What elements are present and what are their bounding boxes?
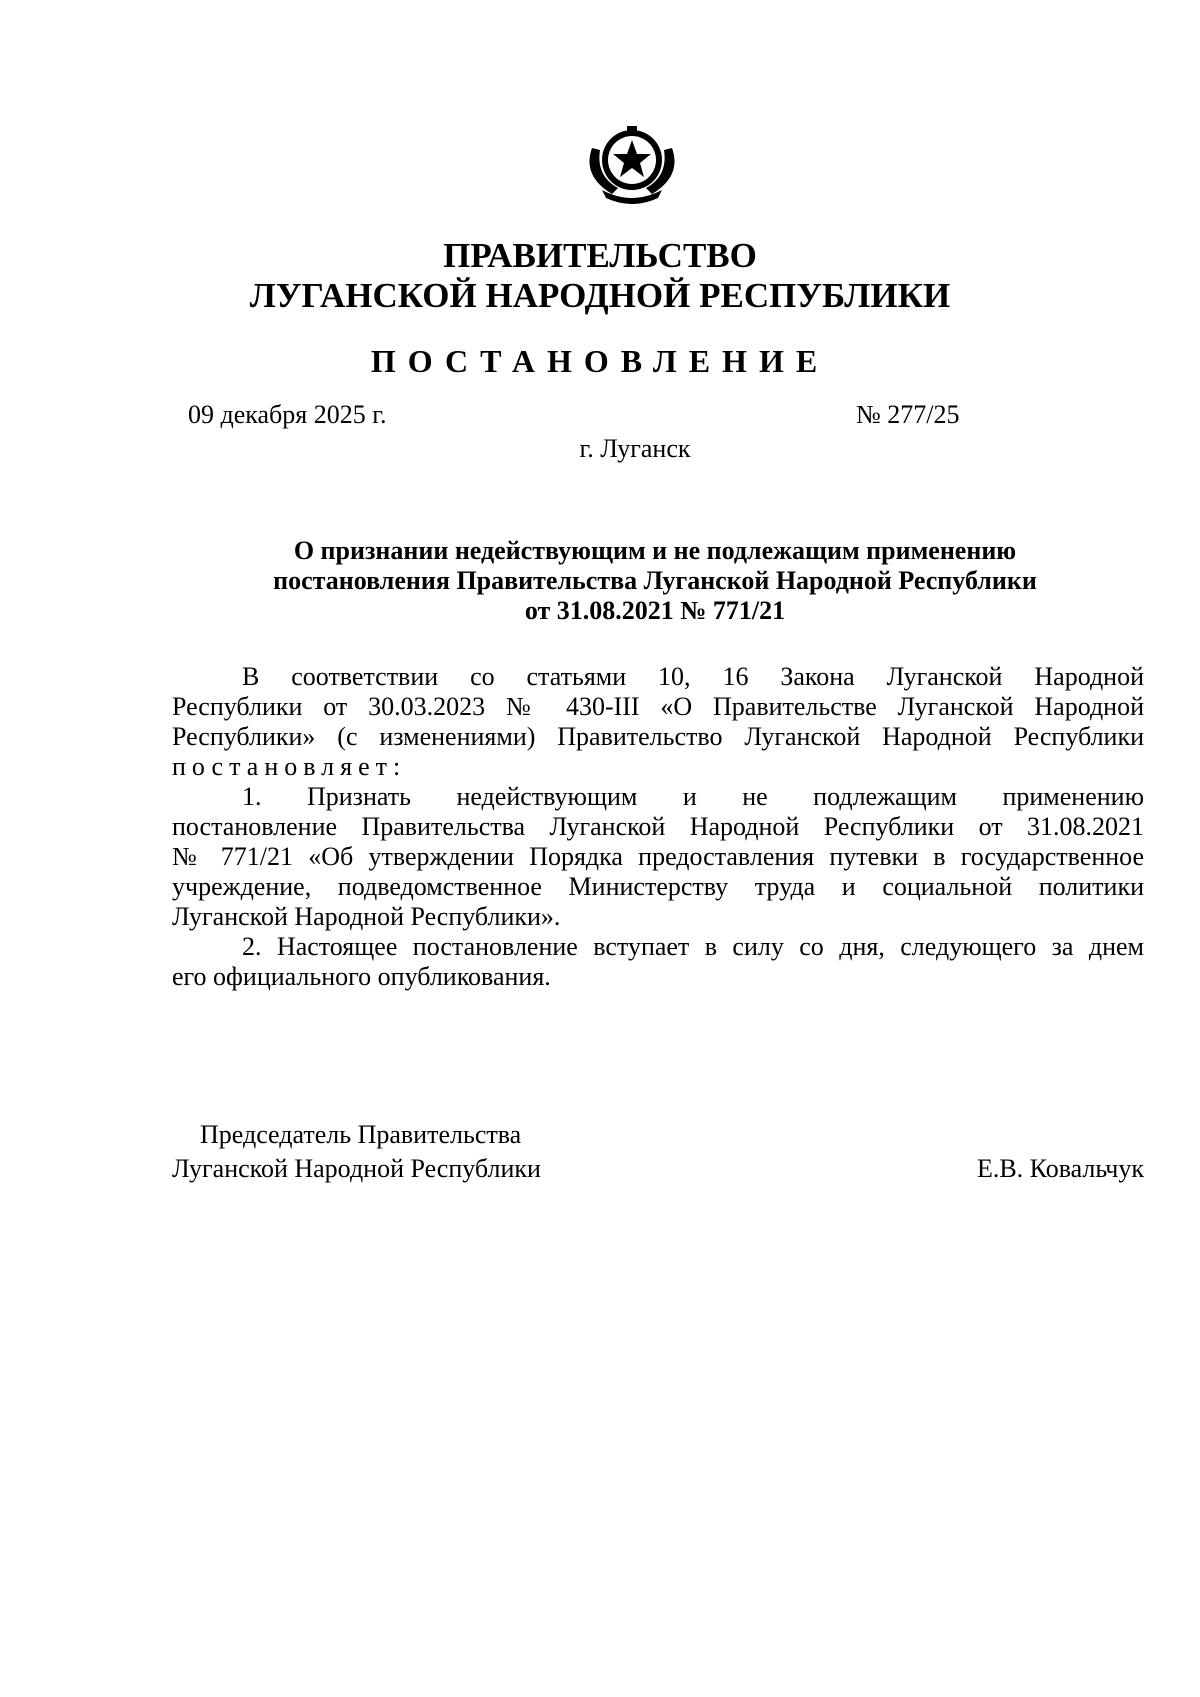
document-type: ПОСТАНОВЛЕНИЕ xyxy=(370,343,830,379)
document-number: № 277/25 xyxy=(856,400,960,429)
signatory-position-line2: Луганской Народной Республики xyxy=(172,1154,541,1183)
body-line: его официального опубликования. xyxy=(172,962,551,991)
document-title xyxy=(170,536,1140,626)
body-line: № 771/21 «Об утверждении Порядка предоставления путевки в государственное xyxy=(172,842,1144,871)
body-line: Республики» (с изменениями) Правительство Луганской Народной Республики xyxy=(172,722,1144,751)
signatory-position-line1: Председатель Правительства xyxy=(200,1120,522,1149)
body-line: Луганской Народной Республики». xyxy=(172,902,561,931)
document-city: г. Луганск xyxy=(579,434,691,463)
body-line: 1. Признать недействующим и не подлежащим применению xyxy=(242,782,1144,811)
coat-of-arms-emblem xyxy=(572,126,692,206)
body-line: 2. Настоящее постановление вступает в силу со дня, следующего за днем xyxy=(242,932,1144,961)
document-date: 09 декабря 2025 г. xyxy=(188,400,387,429)
document-body xyxy=(172,662,1144,992)
body-line: постановляет: xyxy=(172,752,407,781)
body-line: В соответствии со статьями 10, 16 Закона Луганской Народной xyxy=(242,662,1144,691)
body-line: Республики от 30.03.2023 № 430-III «О Правительстве Луганской Народной xyxy=(172,692,1144,721)
title-line: О признании недействующим и не подлежащим применению xyxy=(293,536,1017,565)
government-title-line1: ПРАВИТЕЛЬСТВО xyxy=(443,236,757,275)
body-line: учреждение, подведомственное Министерству труда и социальной политики xyxy=(172,872,1144,901)
title-line: от 31.08.2021 № 771/21 xyxy=(524,596,786,625)
title-line: постановления Правительства Луганской Народной Республики xyxy=(273,566,1037,595)
body-line: постановление Правительства Луганской Народной Республики от 31.08.2021 xyxy=(172,812,1144,841)
government-title-line2: ЛУГАНСКОЙ НАРОДНОЙ РЕСПУБЛИКИ xyxy=(249,276,951,315)
signatory-name: Е.В. Ковальчук xyxy=(976,1154,1144,1183)
